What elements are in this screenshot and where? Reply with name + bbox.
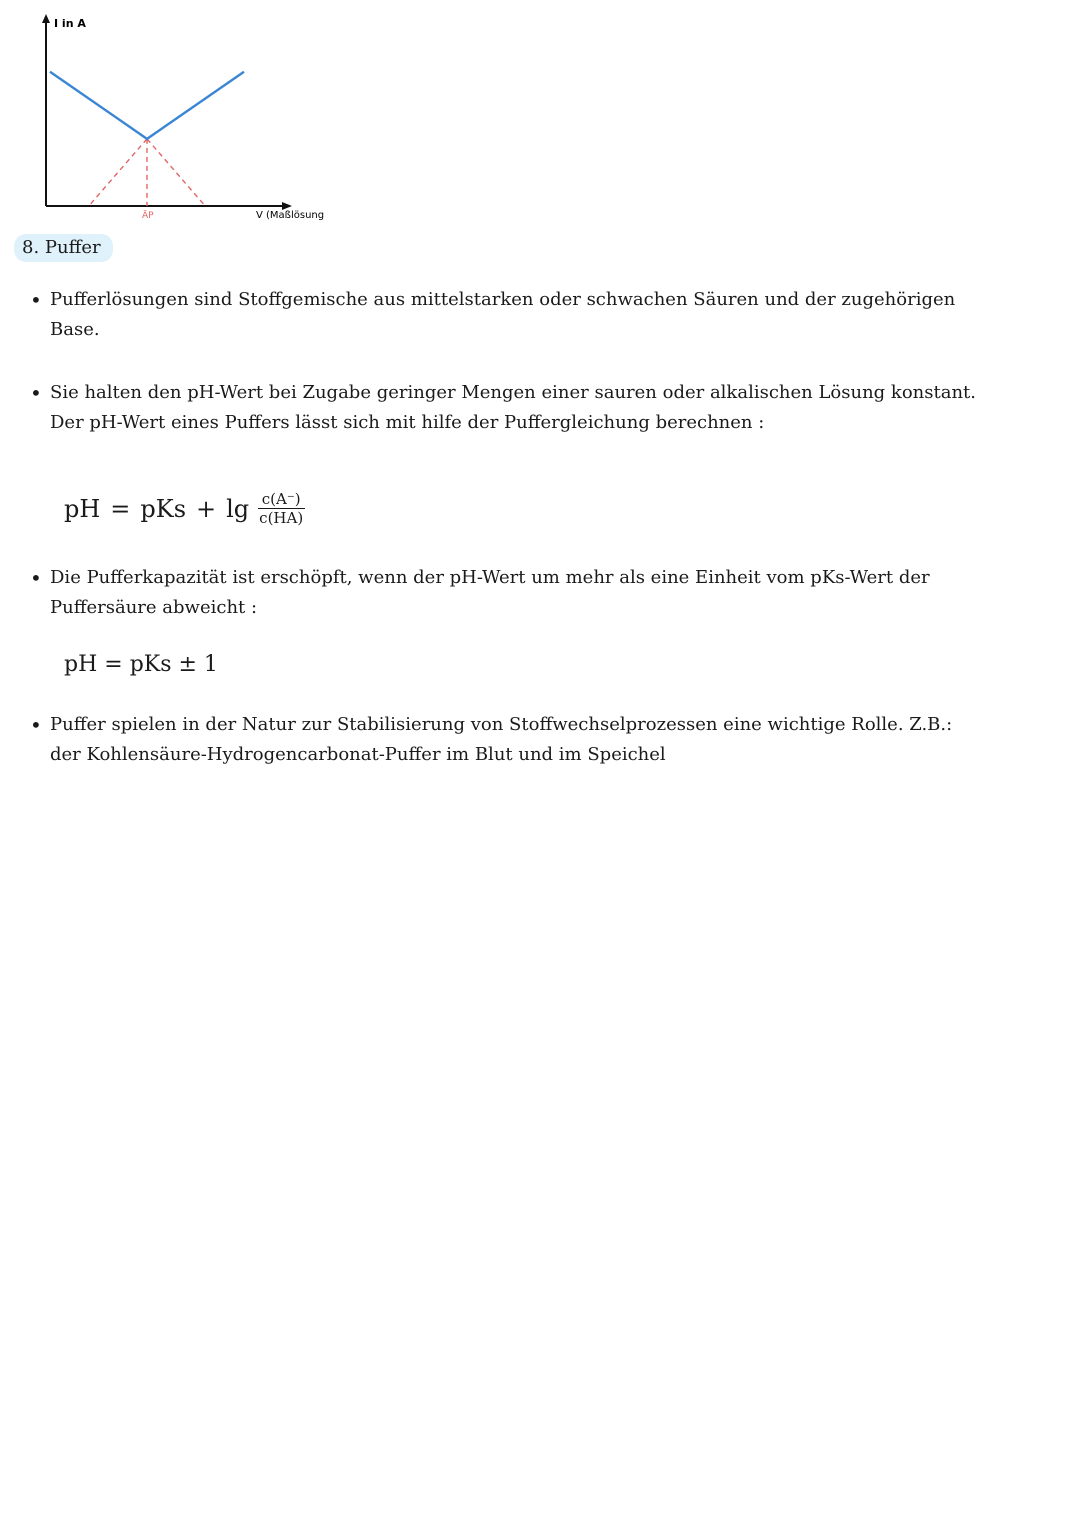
section-heading: 8. Puffer (14, 234, 113, 262)
bullet-dot: • (30, 713, 42, 737)
construction-lines (89, 139, 205, 206)
y-axis-arrow-icon (42, 14, 50, 23)
y-axis-label: I in A (54, 17, 86, 30)
bullet-dot: • (30, 381, 42, 405)
x-axis-arrow-icon (282, 202, 292, 210)
construction-line-2 (147, 139, 205, 206)
x-axis-label: V (Maßlösung (256, 210, 325, 221)
bullet-text: Sie halten den pH-Wert bei Zugabe geringer Mengen einer sauren oder alkalischen Lösung konstant. Der pH-Wert eines Puffers lässt sich mit hilfe der Puffergleichung berechnen : (50, 382, 977, 433)
formula-fraction (255, 490, 307, 527)
bullet-text: Puffer spielen in der Natur zur Stabilisierung von Stoffwechselprozessen eine wichtige Rolle. Z.B.: der Kohlensäure-Hydrogencarbonat-Puffer im Blut und im Speichel (50, 714, 953, 765)
formula-equals: = (110, 494, 131, 523)
formula-lg: lg (226, 494, 250, 523)
formula-plus: + (196, 494, 217, 523)
bullet-4 (30, 710, 980, 770)
bullet-3 (30, 563, 980, 623)
fraction-denominator: c(HA) (259, 509, 304, 527)
bullet-text: Pufferlösungen sind Stoffgemische aus mittelstarken oder schwachen Säuren und der zugehörigen Base. (50, 289, 956, 340)
formula-lhs: pH (64, 494, 101, 523)
buffer-equation (64, 490, 307, 527)
equivalence-point-label: ÄP (142, 211, 154, 221)
conductivity-curve (50, 72, 244, 139)
construction-line-1 (89, 139, 147, 206)
bullet-text: Die Pufferkapazität ist erschöpft, wenn der pH-Wert um mehr als eine Einheit vom pKs-Wert der Puffersäure abweicht : (50, 567, 930, 618)
bullet-2 (30, 378, 980, 438)
bullet-1 (30, 285, 980, 345)
bullet-dot: • (30, 566, 42, 590)
formula-pks: pKs (140, 494, 187, 523)
buffer-capacity-formula: pH = pKs ± 1 (64, 652, 218, 677)
bullet-dot: • (30, 288, 42, 312)
fraction-numerator: c(A⁻) (258, 490, 305, 509)
titration-chart (20, 10, 360, 225)
